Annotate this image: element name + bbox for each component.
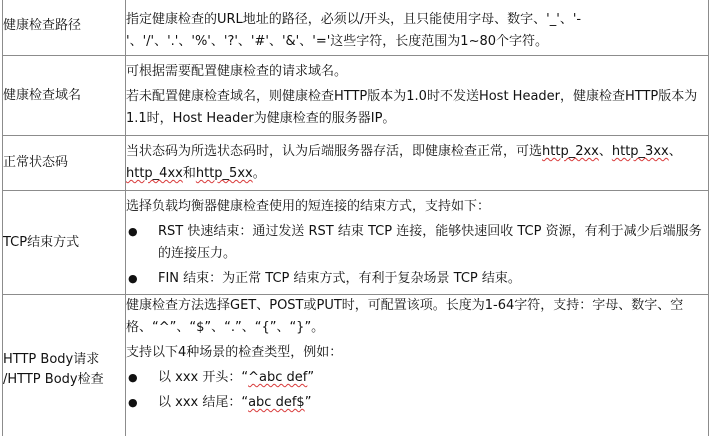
bullet-item: [126, 221, 708, 265]
status-code-http-5xx: http_5xx: [195, 166, 253, 181]
table-row: [3, 191, 709, 295]
bullet-icon: ●: [128, 271, 138, 285]
bullet-text: [158, 367, 708, 389]
bullet-icon: ●: [128, 396, 138, 409]
param-name-cell: [3, 56, 126, 136]
param-name-cell: [3, 295, 126, 436]
description-paragraph: 若未配置健康检查域名，则健康检查HTTP版本为1.0时不发送Host Header，健康检查HTTP版本为1.1时，Host Header为健康检查的服务器IP。: [126, 89, 698, 126]
param-desc-cell: [126, 56, 709, 136]
status-code-http-4xx: http_4xx: [126, 166, 183, 181]
bullet-text: RST 快速结束：通过发送 RST 结束 TCP 连接，能够快速回收 TCP 资源，有利于减少后端服务的连接压力。: [158, 223, 702, 261]
bullet-prefix: 以 xxx 开头：“: [158, 370, 249, 385]
description-paragraph: 指定健康检查的URL地址的路径，必须以/开头，且只能使用字母、数字、'_'、'-'、'/'、'.'、'%'、'?'、'#'、'&'、'='这些字符，长度范围为1~80个字符。: [126, 11, 582, 49]
param-name-cell: [3, 0, 126, 56]
param-name: TCP结束方式: [3, 234, 80, 250]
description-paragraph: 选择负载均衡器健康检查使用的短连接的结束方式，支持如下：: [126, 198, 491, 214]
separator: 、: [598, 144, 612, 159]
bullet-prefix: 以 xxx 结尾：“: [158, 395, 249, 410]
status-code-http-3xx: http_3xx: [611, 144, 669, 159]
description-paragraph: 支持以下4种场景的检查类型，例如：: [126, 345, 343, 360]
param-name-cell: [3, 191, 126, 295]
description-paragraph: 可根据需要配置健康检查的请求域名。: [126, 64, 348, 79]
bullet-text: FIN 结束：为正常 TCP 结束方式，有利于复杂场景 TCP 结束。: [158, 270, 521, 286]
separator: 、: [668, 144, 682, 159]
param-name: 正常状态码: [3, 155, 69, 170]
table-row: [3, 295, 709, 436]
table-row: [3, 136, 709, 191]
example-value: abc def$: [248, 395, 305, 410]
param-name-cell: [3, 136, 126, 191]
table-row: [3, 0, 709, 56]
description-text: 。: [252, 166, 266, 181]
description-paragraph: 健康检查方法选择GET、POST或PUT时，可配置该项。长度为1-64字符，支持：字母、数字、空格、“^”、“$”、“.”、“{”、“}”。: [126, 298, 684, 335]
param-name: 健康检查域名: [3, 87, 82, 103]
description-text: 当状态码为所选状态码时，认为后端服务器存活，即健康检查正常，可选: [126, 144, 543, 159]
conjunction: 和: [182, 166, 196, 181]
health-check-parameter-table: [2, 0, 709, 436]
bullet-item: [126, 367, 708, 389]
bullet-item: [126, 392, 708, 414]
example-value: ^abc def: [248, 370, 308, 385]
bullet-text: [158, 392, 708, 414]
description-paragraph: [126, 141, 708, 185]
bullet-item: [126, 268, 708, 290]
bullet-icon: ●: [128, 224, 138, 238]
param-desc-cell: [126, 0, 709, 56]
table-row: [3, 56, 709, 136]
param-name: /HTTP Body检查: [3, 371, 104, 387]
bullet-suffix: ”: [307, 370, 315, 385]
param-name: 健康检查路径: [3, 18, 82, 33]
param-desc-cell: [126, 136, 709, 191]
param-desc-cell: [126, 191, 709, 295]
param-desc-cell: [126, 295, 709, 436]
bullet-icon: ●: [128, 371, 138, 384]
param-name: HTTP Body请求: [3, 351, 100, 367]
bullet-suffix: ”: [304, 395, 312, 410]
status-code-http-2xx: http_2xx: [542, 144, 599, 159]
